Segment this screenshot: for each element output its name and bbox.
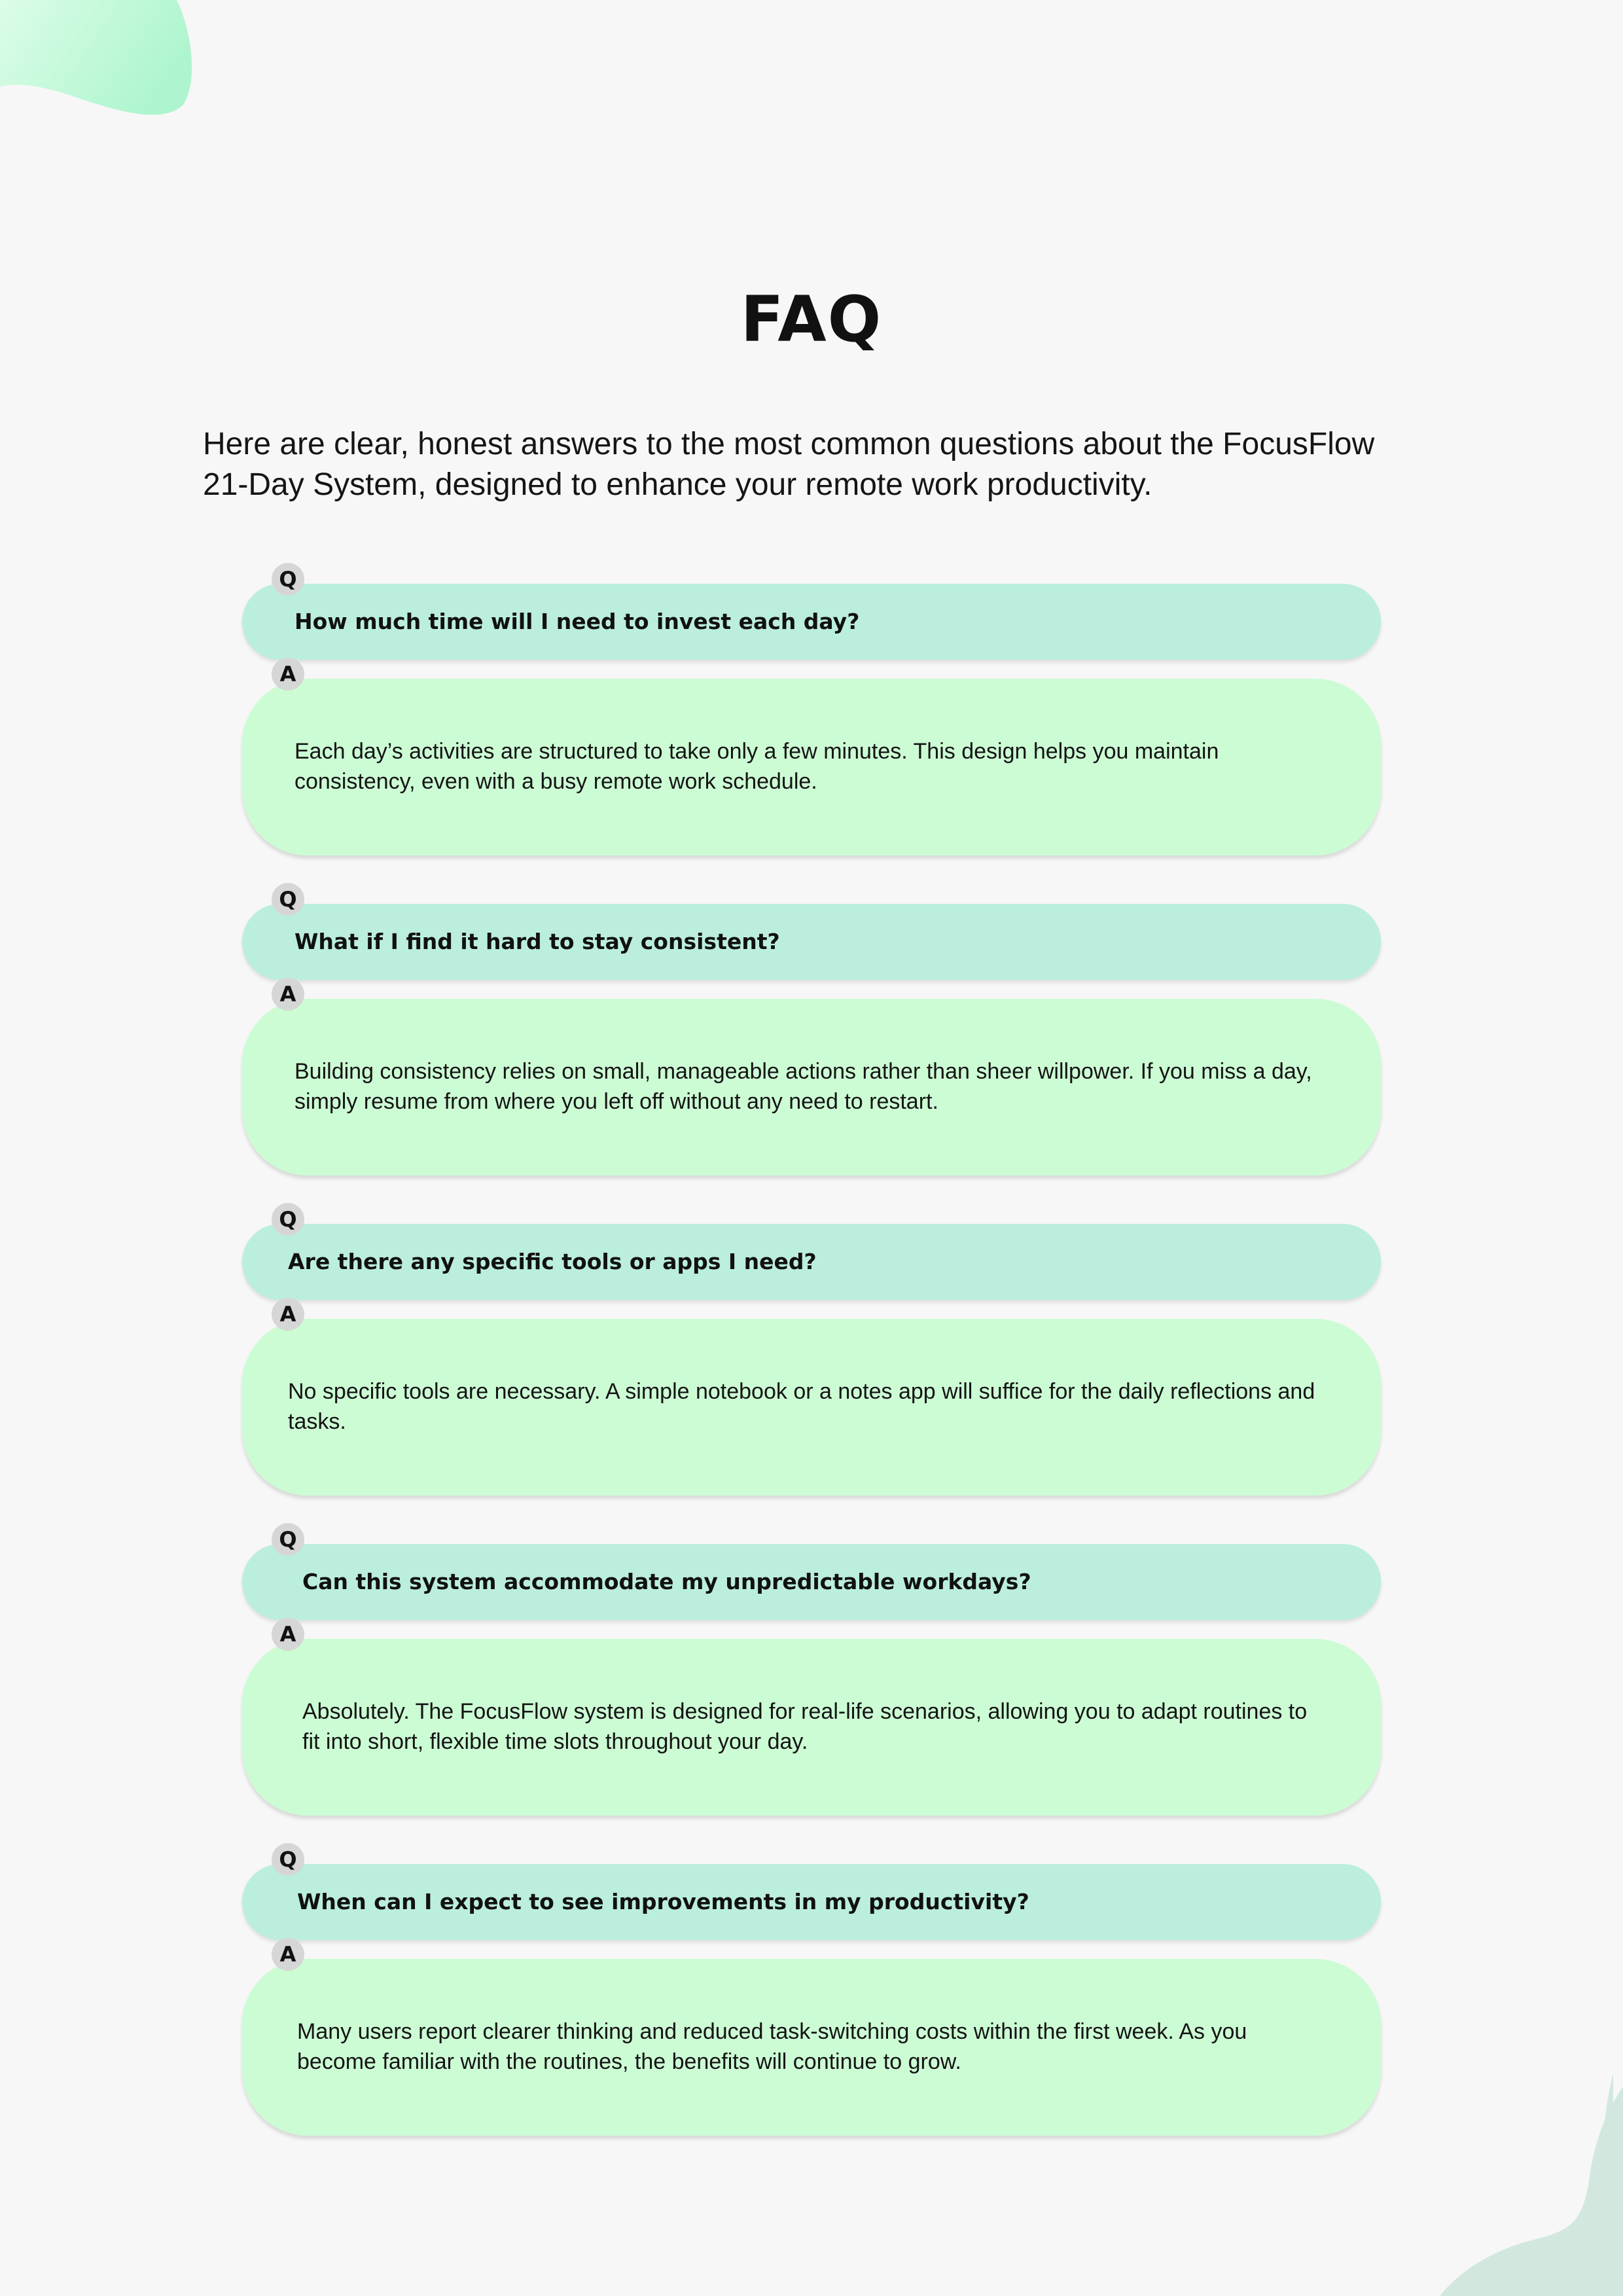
question-bubble [242, 1544, 1381, 1620]
decorative-blob-bottom-right [1374, 2073, 1623, 2296]
faq-item [242, 1527, 1381, 1819]
answer-bubble [242, 1319, 1381, 1496]
question-text: Are there any specific tools or apps I need? [288, 1249, 817, 1274]
question-badge: Q [272, 1203, 304, 1236]
question-bubble [242, 1224, 1381, 1300]
intro-paragraph: Here are clear, honest answers to the most common questions about the FocusFlow 21-Day System, designed to enhance your remote work productivity. [203, 427, 1375, 502]
faq-item [242, 567, 1381, 859]
page-title: FAQ [740, 283, 883, 356]
answer-text: Many users report clearer thinking and reduced task-switching costs within the first week. As you become familiar with the routines, the benefits will continue to grow. [297, 2019, 1247, 2074]
faq-item [242, 887, 1381, 1179]
answer-badge: A [272, 1298, 304, 1331]
answer-text: Absolutely. The FocusFlow system is designed for real-life scenarios, allowing you to adapt routines to fit into short, flexible time slots throughout your day. [302, 1699, 1308, 1754]
faq-item [242, 1847, 1381, 2139]
question-text: What if I find it hard to stay consistent? [294, 929, 780, 954]
question-badge: Q [272, 563, 304, 596]
answer-badge: A [272, 1618, 304, 1651]
answer-bubble [242, 1959, 1381, 2136]
answer-text: Each day’s activities are structured to take only a few minutes. This design helps you maintain consistency, even with a busy remote work schedule. [294, 739, 1219, 794]
answer-badge: A [272, 978, 304, 1011]
answer-text: No specific tools are necessary. A simple notebook or a notes app will suffice for the daily reflections and tasks. [288, 1379, 1315, 1434]
question-text: When can I expect to see improvements in my productivity? [297, 1889, 1029, 1914]
answer-bubble [242, 1639, 1381, 1816]
question-text: How much time will I need to invest each day? [294, 609, 860, 634]
question-badge: Q [272, 1843, 304, 1876]
answer-badge: A [272, 1938, 304, 1971]
faq-item [242, 1207, 1381, 1499]
question-badge: Q [272, 883, 304, 916]
answer-badge: A [272, 658, 304, 691]
answer-bubble [242, 679, 1381, 855]
answer-text: Building consistency relies on small, manageable actions rather than sheer willpower. If you miss a day, simply resume from where you left off without any need to restart. [294, 1059, 1312, 1114]
question-text: Can this system accommodate my unpredictable workdays? [302, 1569, 1031, 1594]
question-bubble [242, 1864, 1381, 1940]
decorative-blob-top-left [0, 0, 196, 118]
answer-bubble [242, 999, 1381, 1175]
question-badge: Q [272, 1523, 304, 1556]
question-bubble [242, 584, 1381, 660]
question-bubble [242, 904, 1381, 980]
